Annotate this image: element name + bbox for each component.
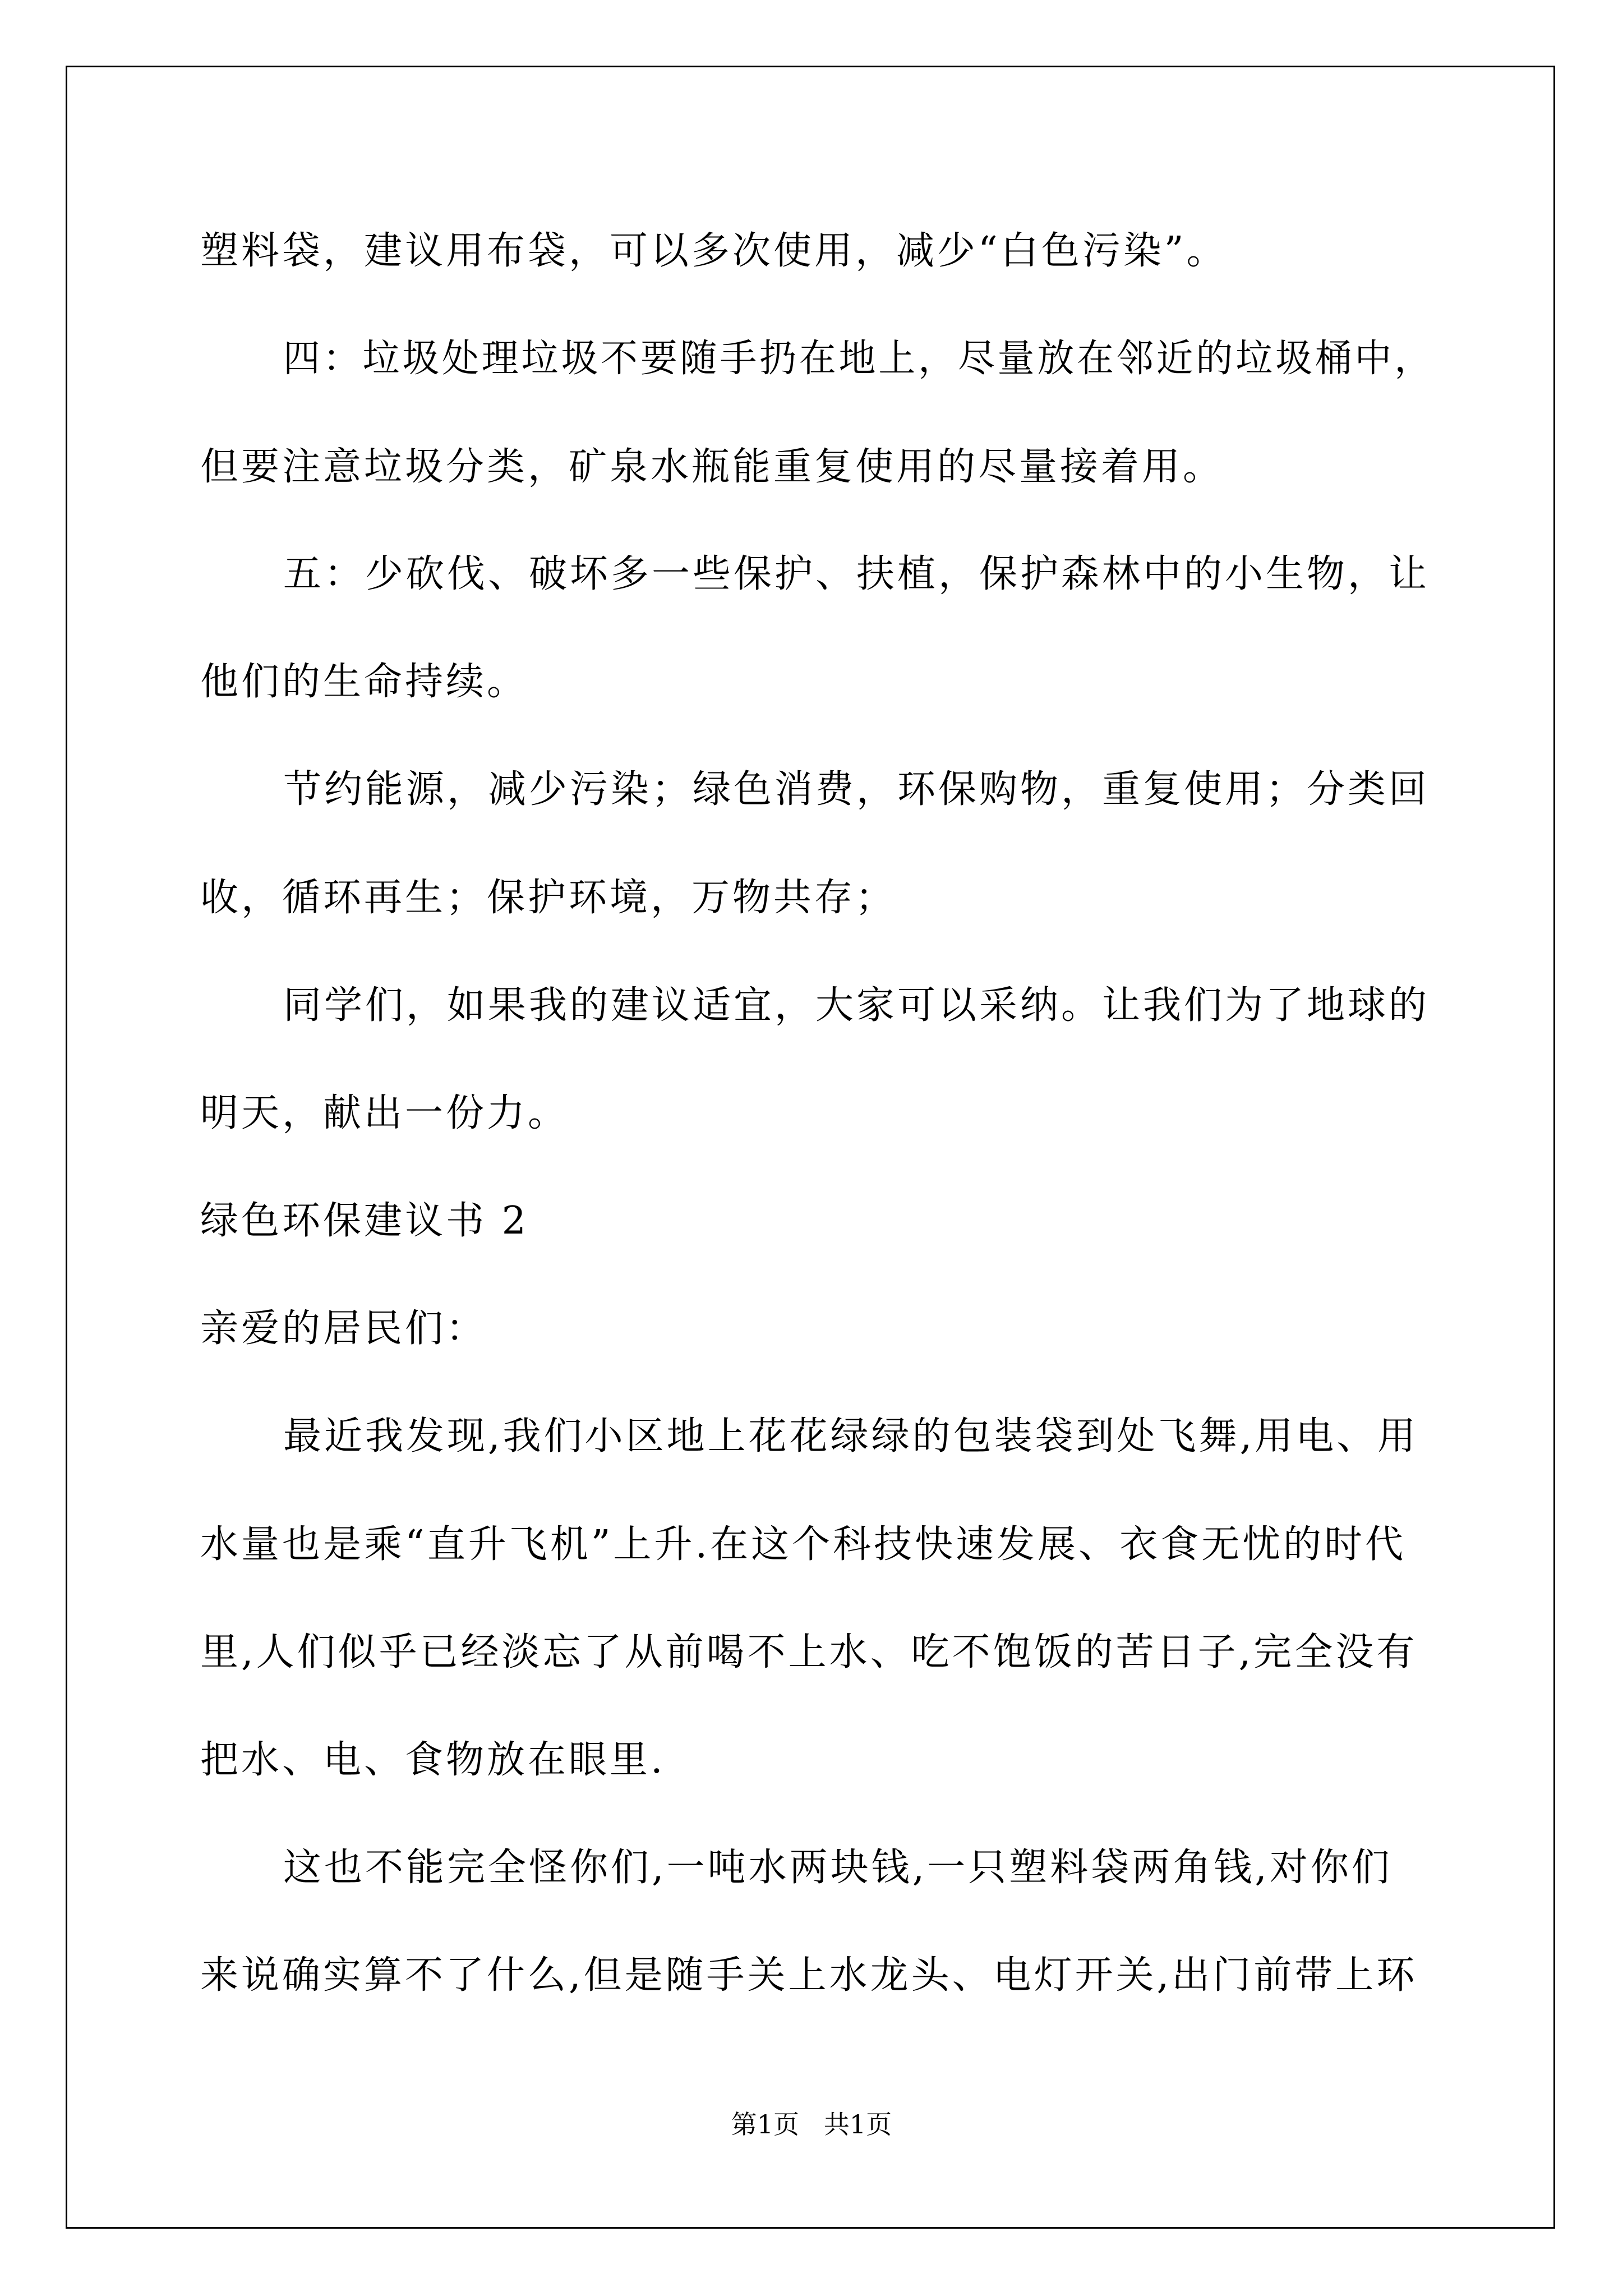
- section-heading: 绿色环保建议书 2: [200, 1199, 529, 1243]
- paragraph-line: 这也不能完全怪你们,一吨水两块钱,一只塑料袋两角钱,对你们: [283, 1846, 1393, 1890]
- paragraph-line: 同学们，如果我的建议适宜，大家可以采纳。让我们为了地球的: [283, 983, 1430, 1028]
- paragraph-line: 四：垃圾处理垃圾不要随手扔在地上，尽量放在邻近的垃圾桶中，: [283, 337, 1435, 381]
- paragraph-line: 来说确实算不了什么,但是随手关上水龙头、电灯开关,出门前带上环: [200, 1953, 1418, 1998]
- paragraph-line: 节约能源，减少污染；绿色消费，环保购物，重复使用；分类回: [283, 767, 1430, 812]
- paragraph-line: 收，循环再生；保护环境，万物共存；: [200, 876, 897, 920]
- paragraph-line: 把水、电、食物放在眼里.: [200, 1738, 666, 1782]
- paragraph-line: 他们的生命持续。: [200, 660, 528, 704]
- paragraph-line: 塑料袋，建议用布袋，可以多次使用，减少“白色污染”。: [200, 229, 1228, 273]
- page-border: [66, 66, 1555, 2229]
- page-footer: 第1页 共1页: [731, 2109, 892, 2139]
- salutation: 亲爱的居民们：: [200, 1306, 487, 1351]
- paragraph-line: 五：少砍伐、破坏多一些保护、扶植，保护森林中的小生物，让: [283, 552, 1430, 596]
- paragraph-line: 但要注意垃圾分类，矿泉水瓶能重复使用的尽量接着用。: [200, 445, 1224, 489]
- paragraph-line: 明天，献出一份力。: [200, 1091, 569, 1135]
- paragraph-line: 水量也是乘“直升飞机”上升.在这个科技快速发展、衣食无忧的时代: [200, 1522, 1407, 1567]
- paragraph-line: 最近我发现,我们小区地上花花绿绿的包装袋到处飞舞,用电、用: [283, 1414, 1419, 1458]
- paragraph-line: 里,人们似乎已经淡忘了从前喝不上水、吃不饱饭的苦日子,完全没有: [200, 1630, 1418, 1674]
